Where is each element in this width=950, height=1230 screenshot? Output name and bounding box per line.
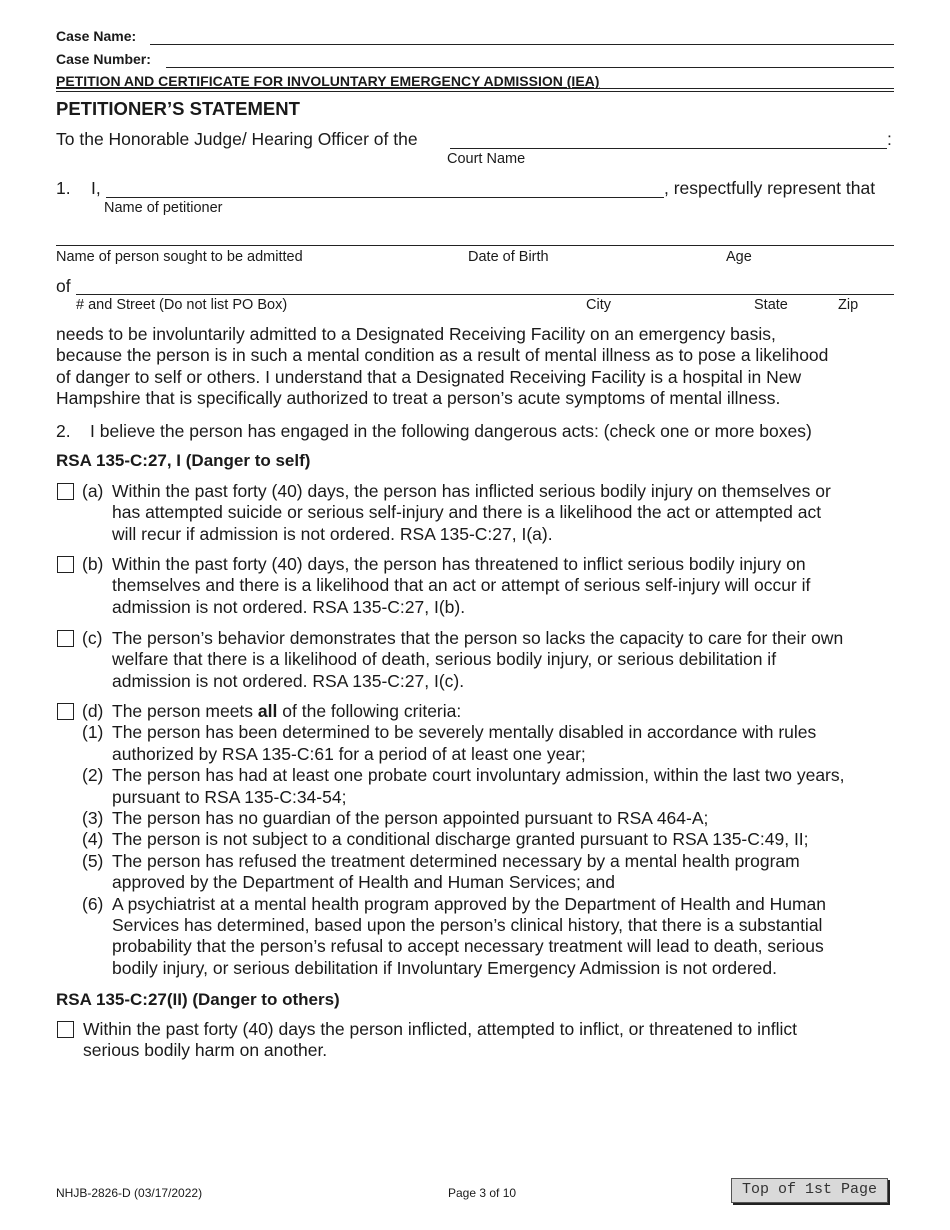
form-title: PETITION AND CERTIFICATE FOR INVOLUNTARY EMERGENCY ADMISSION (IEA) xyxy=(56,73,600,89)
option-b-text xyxy=(112,554,810,618)
option-d-bold: all xyxy=(257,701,278,721)
title-rule xyxy=(56,88,894,89)
criterion-line: probability that the person’s refusal to accept necessary treatment will lead to death, serious xyxy=(112,936,824,957)
criterion-line: The person has had at least one probate court involuntary admission, within the last two years, xyxy=(112,765,845,786)
option-line: Within the past forty (40) days, the person has threatened to inflict serious bodily injury on xyxy=(112,554,806,574)
option-c-text xyxy=(112,628,843,692)
intro-paragraph xyxy=(56,324,896,410)
criterion-item xyxy=(82,765,902,808)
option-line: welfare that there is a likelihood of death, serious bodily injury, or serious debilitation if xyxy=(112,649,777,670)
danger-others-heading: RSA 135-C:27(II) (Danger to others) xyxy=(56,990,340,1009)
criterion-line: The person has been determined to be severely mentally disabled in accordance with rules xyxy=(112,722,817,743)
street-caption: # and Street (Do not list PO Box) xyxy=(76,297,288,313)
petitioner-name-field[interactable] xyxy=(106,181,664,198)
dob-caption: Date of Birth xyxy=(468,249,549,265)
page-number: Page 3 of 10 xyxy=(448,1186,517,1200)
criterion-item xyxy=(82,894,902,980)
intro-line: needs to be involuntarily admitted to a Designated Receiving Facility on an emergency basis, xyxy=(56,324,776,344)
criterion-num: (2) xyxy=(82,765,104,786)
item1-number: 1. xyxy=(56,178,71,198)
intro-line: Hampshire that is specifically authorized to treat a person’s acute symptoms of mental illness. xyxy=(56,388,781,409)
option-b-label: (b) xyxy=(82,554,104,574)
option-line: themselves and there is a likelihood that an act or attempt of serious self-injury will occur if xyxy=(112,575,811,596)
option-c-checkbox[interactable] xyxy=(57,630,74,647)
item1-prefix: I, xyxy=(91,178,101,198)
criterion-item xyxy=(82,851,902,894)
danger-others-text xyxy=(83,1019,903,1062)
option-a-checkbox[interactable] xyxy=(57,483,74,500)
criterion-line: The person has refused the treatment determined necessary by a mental health program xyxy=(112,850,800,871)
criteria-list xyxy=(82,722,902,979)
court-name-field[interactable] xyxy=(450,132,887,149)
form-id: NHJB-2826-D (03/17/2022) xyxy=(56,1186,203,1200)
option-c-label: (c) xyxy=(82,628,103,648)
criterion-item xyxy=(82,722,902,765)
option-c xyxy=(82,628,902,694)
criterion-line: approved by the Department of Health and Human Services; and xyxy=(112,872,615,893)
option-d xyxy=(82,701,902,981)
criterion-item xyxy=(82,808,902,829)
intro-line: because the person is in such a mental condition as a result of mental illness as to pose a likelihood xyxy=(56,345,829,366)
option-line: Within the past forty (40) days the person inflicted, attempted to inflict, or threatened to inflict xyxy=(83,1019,797,1039)
title-rule-2 xyxy=(56,91,894,92)
court-name-caption: Court Name xyxy=(447,151,526,167)
salutation-colon: : xyxy=(887,129,892,149)
option-line: Within the past forty (40) days, the person has inflicted serious bodily injury on themselves or xyxy=(112,481,831,501)
case-name-label: Case Name: xyxy=(56,28,137,44)
option-a xyxy=(82,481,902,547)
zip-caption: Zip xyxy=(838,297,859,313)
criterion-num: (6) xyxy=(82,893,104,914)
person-sought-field[interactable] xyxy=(56,228,894,246)
address-field[interactable] xyxy=(76,278,894,295)
item1-suffix: , respectfully represent that xyxy=(664,178,876,198)
city-caption: City xyxy=(586,297,611,313)
petitioner-name-caption: Name of petitioner xyxy=(104,200,223,216)
criterion-line: bodily injury, or serious debilitation if Involuntary Emergency Admission is not ordered. xyxy=(112,957,777,978)
option-d-text: The person meets xyxy=(112,701,254,721)
option-d-text: of the following criteria: xyxy=(282,701,462,721)
option-line: serious bodily harm on another. xyxy=(83,1040,328,1061)
person-name-caption: Name of person sought to be admitted xyxy=(56,249,303,265)
criterion-line: The person is not subject to a conditional discharge granted pursuant to RSA 135-C:49, II; xyxy=(112,829,809,850)
criterion-line: A psychiatrist at a mental health program approved by the Department of Health and Human xyxy=(112,893,827,914)
option-b xyxy=(82,554,902,620)
criterion-num: (3) xyxy=(82,808,104,829)
criterion-num: (1) xyxy=(82,722,104,743)
top-of-first-page-button[interactable]: Top of 1st Page xyxy=(731,1178,888,1203)
option-line: will recur if admission is not ordered. RSA 135-C:27, I(a). xyxy=(112,523,553,544)
option-d-intro xyxy=(112,701,461,722)
salutation-text: To the Honorable Judge/ Hearing Officer of the xyxy=(56,129,418,149)
danger-others-checkbox[interactable] xyxy=(57,1021,74,1038)
criterion-line: The person has no guardian of the person appointed pursuant to RSA 464-A; xyxy=(112,808,709,829)
option-a-text xyxy=(112,481,831,545)
criterion-num: (5) xyxy=(82,850,104,871)
option-line: has attempted suicide or serious self-injury and there is a likelihood the act or attempted act xyxy=(112,502,822,523)
item2-text: I believe the person has engaged in the following dangerous acts: (check one or more boxes) xyxy=(90,421,812,441)
option-b-checkbox[interactable] xyxy=(57,556,74,573)
option-a-label: (a) xyxy=(82,481,104,501)
option-line: admission is not ordered. RSA 135-C:27, I(b). xyxy=(112,596,466,617)
danger-self-heading: RSA 135-C:27, I (Danger to self) xyxy=(56,451,311,470)
case-number-label: Case Number: xyxy=(56,51,151,67)
criterion-item xyxy=(82,829,902,850)
criterion-line: Services has determined, based upon the person’s clinical history, that there is a substantial xyxy=(112,915,823,936)
case-name-field[interactable] xyxy=(150,30,894,45)
item2-number: 2. xyxy=(56,421,71,441)
criterion-line: authorized by RSA 135-C:61 for a period of at least one year; xyxy=(112,743,586,764)
age-caption: Age xyxy=(726,249,752,265)
option-line: The person’s behavior demonstrates that the person so lacks the capacity to care for their own xyxy=(112,628,844,648)
intro-line: of danger to self or others. I understand that a Designated Receiving Facility is a hospital in New xyxy=(56,366,802,387)
option-d-checkbox[interactable] xyxy=(57,703,74,720)
option-d-label: (d) xyxy=(82,701,104,721)
of-label: of xyxy=(56,276,71,296)
state-caption: State xyxy=(754,297,788,313)
section-title: PETITIONER’S STATEMENT xyxy=(56,98,300,119)
option-line: admission is not ordered. RSA 135-C:27, I(c). xyxy=(112,670,465,691)
criterion-line: pursuant to RSA 135-C:34-54; xyxy=(112,786,347,807)
case-number-field[interactable] xyxy=(166,53,894,68)
criterion-num: (4) xyxy=(82,829,104,850)
